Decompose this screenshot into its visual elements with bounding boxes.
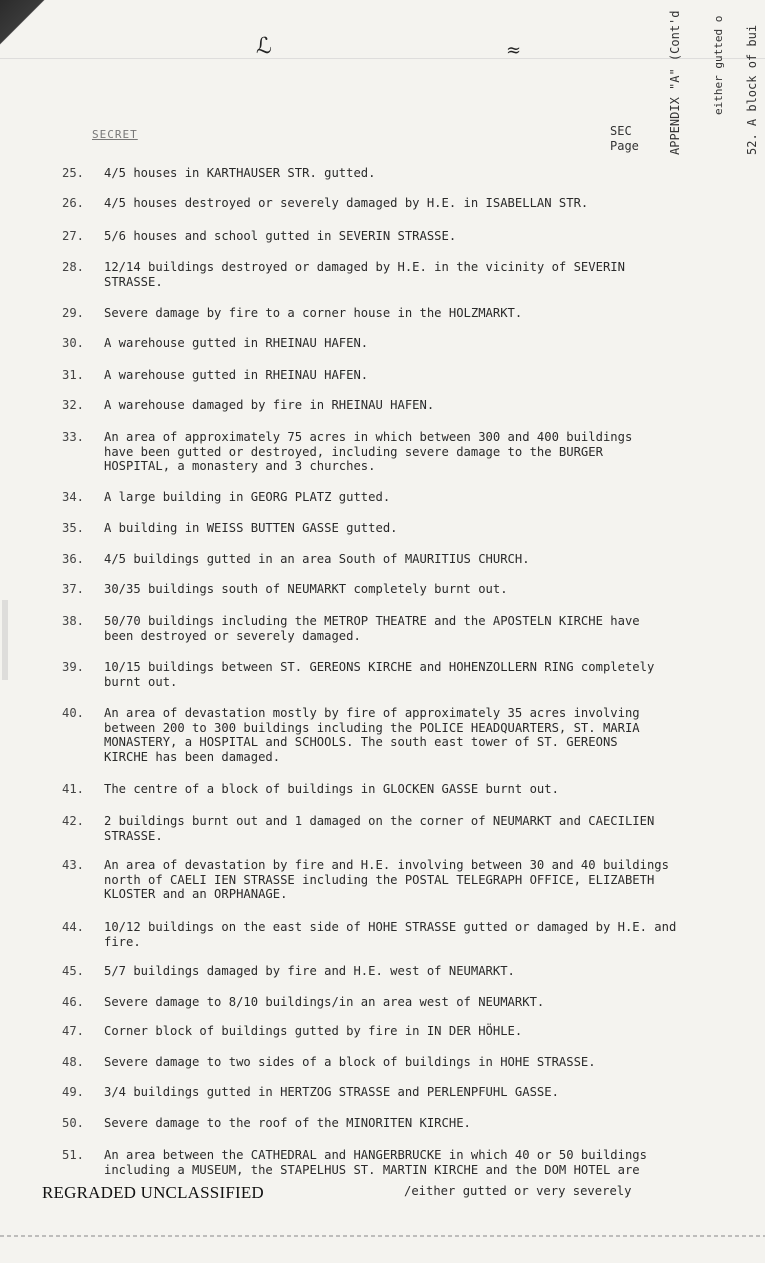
item-number: 50. <box>62 1116 85 1130</box>
item-text: A large building in GEORG PLATZ gutted. <box>104 490 391 504</box>
item-text: 4/5 buildings gutted in an area South of MAURITIUS CHURCH. <box>104 552 530 566</box>
item-text: The centre of a block of buildings in GLOCKEN GASSE burnt out. <box>104 782 559 796</box>
item-text: 3/4 buildings gutted in HERTZOG STRASSE and PERLENPFUHL GASSE. <box>104 1085 559 1099</box>
item-number: 27. <box>62 229 85 243</box>
item-number: 25. <box>62 166 85 180</box>
item-text: Severe damage to the roof of the MINORITEN KIRCHE. <box>104 1116 471 1130</box>
item-text: 10/12 buildings on the east side of HOHE STRASSE gutted or damaged by H.E. and fire. <box>104 920 677 949</box>
item-number: 49. <box>62 1085 85 1099</box>
item-text: 12/14 buildings destroyed or damaged by H.E. in the vicinity of SEVERIN STRASSE. <box>104 260 625 289</box>
item-number: 46. <box>62 995 85 1009</box>
pen-mark-icon: ≈ <box>506 40 522 61</box>
item-number: 30. <box>62 336 85 350</box>
item-number: 31. <box>62 368 85 382</box>
appendix-title: APPENDIX "A" (Cont'd <box>668 10 682 155</box>
item-number: 42. <box>62 814 85 828</box>
item-number: 33. <box>62 430 85 444</box>
scan-line <box>0 58 765 59</box>
margin-note-either: either gutted o <box>712 15 725 115</box>
section-label: SEC <box>610 124 632 138</box>
page-label: Page <box>610 139 639 153</box>
item-number: 43. <box>62 858 85 872</box>
item-number: 26. <box>62 196 85 210</box>
item-number: 39. <box>62 660 85 674</box>
item-number: 47. <box>62 1024 85 1038</box>
item-text: Corner block of buildings gutted by fire in IN DER HÖHLE. <box>104 1024 523 1038</box>
pen-mark-icon: ℒ <box>256 34 272 59</box>
item-text: An area between the CATHEDRAL and HANGERBRUCKE in which 40 or 50 buildings including a MUSEUM, the STAPELHUS ST. MARTIN KIRCHE and the DOM HOTEL are <box>104 1148 647 1177</box>
item-number: 40. <box>62 706 85 720</box>
item-text: 5/7 buildings damaged by fire and H.E. west of NEUMARKT. <box>104 964 515 978</box>
item-text: 4/5 houses in KARTHAUSER STR. gutted. <box>104 166 376 180</box>
scan-edge <box>0 1235 765 1237</box>
item-text: 50/70 buildings including the METROP THEATRE and the APOSTELN KIRCHE have been destroyed or severely damaged. <box>104 614 640 643</box>
item-text: 30/35 buildings south of NEUMARKT completely burnt out. <box>104 582 508 596</box>
item-number: 51. <box>62 1148 85 1162</box>
item-text: Severe damage to 8/10 buildings/in an area west of NEUMARKT. <box>104 995 545 1009</box>
item-text: A warehouse damaged by fire in RHEINAU HAFEN. <box>104 398 435 412</box>
item-text: 4/5 houses destroyed or severely damaged by H.E. in ISABELLAN STR. <box>104 196 589 210</box>
item-text: 10/15 buildings between ST. GEREONS KIRCHE and HOHENZOLLERN RING completely burnt out. <box>104 660 655 689</box>
classification-mark: SECRET <box>92 128 138 141</box>
item-number: 35. <box>62 521 85 535</box>
item-text: A warehouse gutted in RHEINAU HAFEN. <box>104 368 369 382</box>
continuation-text: /either gutted or very severely <box>404 1184 632 1198</box>
item-text: Severe damage to two sides of a block of buildings in HOHE STRASSE. <box>104 1055 596 1069</box>
section-page-label <box>610 124 639 154</box>
item-number: 41. <box>62 782 85 796</box>
item-number: 29. <box>62 306 85 320</box>
margin-note-block: 52. A block of bui <box>745 24 759 155</box>
folded-corner <box>0 0 70 55</box>
binding-shadow <box>2 600 8 680</box>
item-number: 32. <box>62 398 85 412</box>
item-text: 5/6 houses and school gutted in SEVERIN STRASSE. <box>104 229 457 243</box>
item-text: A warehouse gutted in RHEINAU HAFEN. <box>104 336 369 350</box>
item-number: 48. <box>62 1055 85 1069</box>
item-number: 45. <box>62 964 85 978</box>
item-number: 28. <box>62 260 85 274</box>
item-number: 37. <box>62 582 85 596</box>
item-number: 34. <box>62 490 85 504</box>
item-text: An area of devastation by fire and H.E. involving between 30 and 40 buildings north of CAELI IEN STRASSE including the POSTAL TELEGRAPH OFFICE, ELIZABETH KLOSTER and an ORPHANAGE. <box>104 858 669 901</box>
item-text: An area of devastation mostly by fire of approximately 35 acres involving between 200 to 300 buildings including the POLICE HEADQUARTERS, ST. MARIA MONASTERY, a HOSPITAL and SCHOOLS. The south east tower of ST. GEREONS KIRCHE has been damaged. <box>104 706 640 764</box>
item-number: 36. <box>62 552 85 566</box>
item-text: 2 buildings burnt out and 1 damaged on the corner of NEUMARKT and CAECILIEN STRASSE. <box>104 814 655 843</box>
item-text: An area of approximately 75 acres in which between 300 and 400 buildings have been gutted or destroyed, including severe damage to the BURGER HOSPITAL, a monastery and 3 churches. <box>104 430 633 473</box>
item-number: 38. <box>62 614 85 628</box>
item-text: Severe damage by fire to a corner house in the HOLZMARKT. <box>104 306 523 320</box>
item-text: A building in WEISS BUTTEN GASSE gutted. <box>104 521 398 535</box>
item-number: 44. <box>62 920 85 934</box>
declassification-stamp: REGRADED UNCLASSIFIED <box>42 1183 264 1202</box>
